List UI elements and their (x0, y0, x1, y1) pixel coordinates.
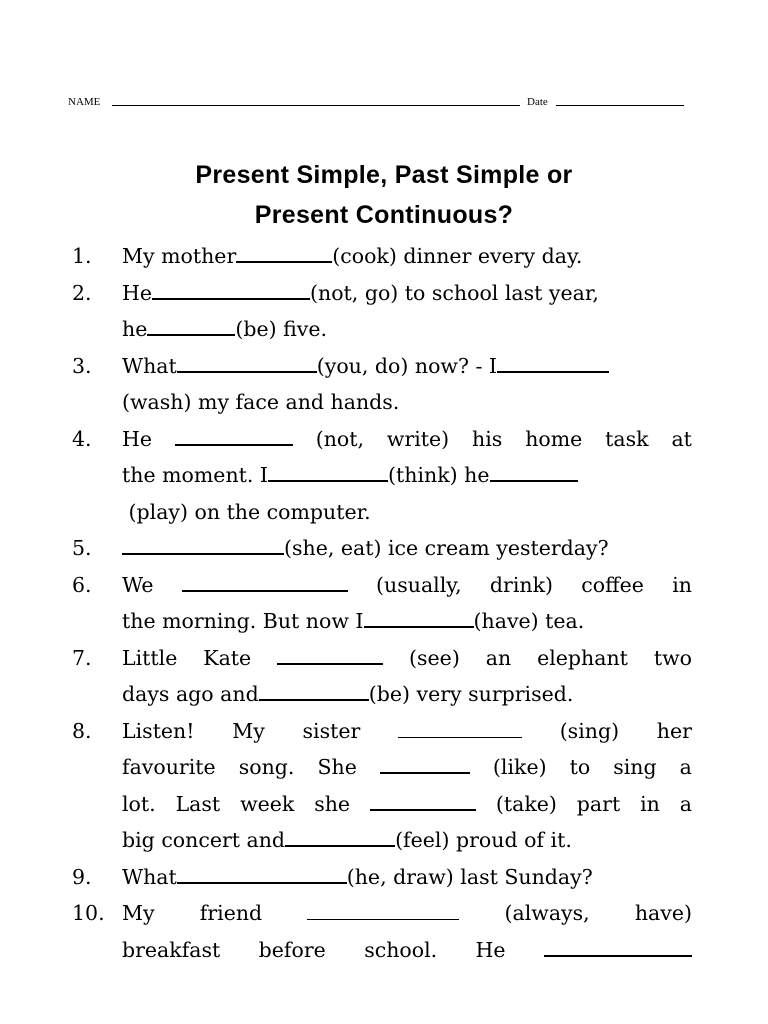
exercise-line (122, 749, 692, 786)
exercise-line (122, 895, 692, 932)
exercise-text (122, 348, 692, 421)
exercise-text (122, 530, 692, 567)
exercise-word: task (605, 426, 649, 451)
exercise-word: (like) (492, 755, 547, 779)
exercise-text-segment: (have) tea. (473, 609, 585, 633)
exercise-word: in (672, 572, 692, 597)
exercise-word: school. (364, 937, 438, 962)
exercise-text-segment: (you, do) now? - I (316, 353, 498, 378)
exercise-word: (take) (495, 791, 557, 816)
exercise-item (0, 238, 768, 275)
answer-blank[interactable] (177, 353, 317, 373)
exercise-line (122, 822, 692, 859)
exercise-word: Kate (203, 645, 252, 670)
answer-blank[interactable] (182, 572, 348, 592)
answer-blank[interactable] (544, 937, 692, 957)
exercise-line (122, 457, 692, 494)
exercise-item (0, 421, 768, 531)
exercise-line (122, 932, 692, 969)
exercise-word: week (240, 791, 295, 816)
exercise-word: an (485, 645, 512, 670)
exercise-item (0, 567, 768, 640)
exercise-number: 3. (72, 353, 92, 378)
exercise-word: her (656, 718, 692, 743)
exercise-word: She (317, 755, 357, 779)
exercise-text-segment: the moment. I (122, 463, 269, 487)
answer-blank[interactable] (277, 645, 383, 665)
exercise-item (0, 275, 768, 348)
name-field[interactable] (112, 105, 520, 106)
exercise-text (122, 421, 692, 531)
exercise-item (0, 348, 768, 421)
exercise-word: write) (386, 426, 450, 451)
exercise-text (122, 895, 692, 968)
exercise-line (122, 275, 692, 312)
answer-blank[interactable] (490, 462, 578, 482)
answer-blank[interactable] (285, 827, 395, 847)
answer-blank[interactable] (268, 462, 388, 482)
exercise-item (0, 530, 768, 567)
exercise-word: (sing) (559, 718, 620, 743)
exercise-number: 2. (72, 280, 92, 305)
exercise-word: Little (122, 645, 178, 670)
exercise-text-segment: (think) he (388, 463, 490, 487)
exercise-text-segment: (wash) my face and hands. (122, 390, 400, 414)
exercise-line (122, 713, 692, 750)
exercise-text (122, 567, 692, 640)
exercise-text-segment: (not, go) to school last year, (310, 280, 599, 305)
exercise-text-segment: big concert and (122, 828, 286, 852)
exercise-text (122, 713, 692, 859)
exercise-text (122, 640, 692, 713)
exercise-word: (not, (315, 426, 365, 451)
exercise-number: 9. (72, 864, 92, 889)
exercise-text-segment: he (122, 317, 148, 341)
exercise-line (122, 311, 692, 348)
exercise-word: (always, (504, 901, 590, 925)
exercise-word: sing (613, 755, 657, 779)
exercise-word: favourite (122, 755, 216, 779)
exercise-word: (usually, (376, 572, 462, 597)
answer-blank[interactable] (175, 426, 293, 446)
exercise-line (122, 421, 692, 458)
answer-blank[interactable] (177, 864, 347, 884)
answer-blank[interactable] (122, 535, 284, 555)
exercise-text-segment: (he, draw) last Sunday? (346, 864, 593, 889)
exercise-word: We (122, 572, 154, 597)
exercise-word: (see) (409, 645, 460, 670)
date-label: Date (527, 96, 548, 108)
exercise-text-segment: What (122, 864, 177, 889)
exercise-line (122, 530, 692, 567)
exercise-word: home (525, 426, 583, 451)
exercise-text (122, 275, 692, 348)
exercise-word: to (569, 755, 591, 779)
exercise-text-segment: (cook) dinner every day. (332, 244, 583, 268)
exercise-line (122, 494, 692, 531)
exercise-number: 8. (72, 718, 92, 743)
exercise-item (0, 895, 768, 968)
exercise-text-segment: (be) five. (235, 317, 328, 341)
exercise-text-segment: He (122, 280, 153, 305)
answer-blank[interactable] (147, 316, 235, 336)
exercise-word: Last (175, 791, 221, 816)
exercise-text-segment: (feel) proud of it. (395, 828, 572, 852)
exercise-line (122, 384, 692, 421)
exercise-word: My (122, 901, 155, 925)
exercise-number: 7. (72, 645, 92, 670)
exercise-text-segment: days ago and (122, 682, 259, 706)
exercise-line (122, 603, 692, 640)
answer-blank[interactable] (370, 791, 476, 811)
exercise-word: elephant (537, 645, 628, 670)
exercise-text (122, 859, 692, 896)
exercise-item (0, 713, 768, 859)
exercise-text-segment: (she, eat) ice cream yesterday? (284, 536, 609, 560)
exercise-number: 1. (72, 244, 92, 268)
exercise-word: breakfast (122, 937, 221, 962)
exercise-word: lot. (122, 791, 156, 816)
exercise-number: 5. (72, 536, 92, 560)
answer-blank[interactable] (497, 353, 609, 373)
exercise-line (122, 786, 692, 823)
exercise-number: 6. (72, 572, 92, 597)
exercise-text-segment: (play) on the computer. (122, 499, 371, 524)
exercise-word: in (640, 791, 660, 816)
exercise-word: He (122, 426, 153, 451)
exercise-item (0, 859, 768, 896)
exercise-word: before (258, 937, 326, 962)
exercise-word: two (653, 645, 692, 670)
exercise-word: part (576, 791, 621, 816)
exercise-line (122, 238, 692, 275)
exercise-line (122, 676, 692, 713)
exercise-line (122, 640, 692, 677)
name-label: NAME (68, 96, 101, 108)
exercise-line (122, 567, 692, 604)
exercise-word: a (679, 791, 692, 816)
page-title-line-1: Present Simple, Past Simple or (195, 161, 573, 189)
date-field[interactable] (556, 105, 684, 106)
exercise-number: 10. (72, 901, 105, 925)
answer-blank[interactable] (236, 243, 332, 263)
answer-blank[interactable] (307, 901, 459, 920)
exercise-word: his (472, 426, 503, 451)
exercise-word: have) (634, 901, 692, 925)
answer-blank[interactable] (398, 719, 522, 738)
exercise-text-segment: My mother (122, 244, 237, 268)
exercise-text-segment: (be) very surprised. (368, 682, 574, 706)
exercise-number: 4. (72, 426, 92, 451)
answer-blank[interactable] (259, 681, 369, 701)
exercise-word: sister (302, 718, 361, 743)
exercise-word: drink) (489, 572, 554, 597)
answer-blank[interactable] (364, 608, 474, 628)
exercise-text-segment: the morning. But now I (122, 609, 364, 633)
exercise-word: He (475, 937, 506, 962)
exercise-word: My (232, 718, 265, 743)
exercise-word: friend (199, 901, 263, 925)
exercise-line (122, 348, 692, 385)
exercise-text (122, 238, 692, 275)
exercise-word: Listen! (122, 718, 195, 743)
exercise-word: she (314, 791, 351, 816)
exercise-line (122, 859, 692, 896)
exercise-item (0, 640, 768, 713)
exercise-text-segment: What (122, 353, 177, 378)
exercise-word: song. (238, 755, 295, 779)
answer-blank[interactable] (152, 280, 310, 300)
answer-blank[interactable] (380, 754, 470, 774)
exercise-word: coffee (581, 572, 644, 597)
header-row (68, 94, 688, 110)
page-title-line-2: Present Continuous? (254, 201, 514, 229)
exercise-word: a (679, 755, 692, 779)
exercise-list (0, 238, 768, 968)
exercise-word: at (671, 426, 692, 451)
